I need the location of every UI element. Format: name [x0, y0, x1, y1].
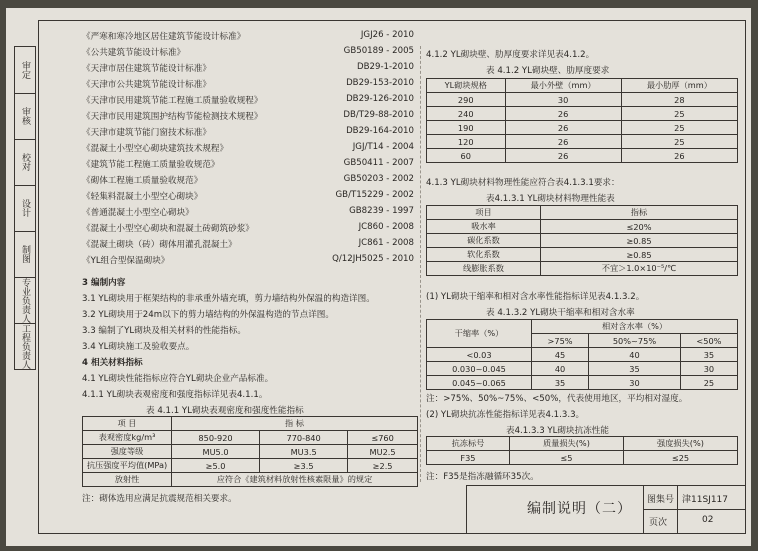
side-label: 专业负责人 — [15, 277, 35, 324]
standard-row — [82, 190, 414, 202]
standard-name: 《公共建筑节能设计标准》 — [82, 48, 186, 58]
table-cell: 35 — [589, 362, 681, 376]
side-label: 制图 — [15, 231, 35, 278]
side-label: 设计 — [15, 185, 35, 232]
standard-name: 《轻集料混凝土小型空心砌块》 — [82, 192, 203, 202]
column-divider — [420, 46, 421, 482]
table-cell: 40 — [589, 348, 681, 362]
para-413: 4.1.3 YL砌块材料物理性能应符合表4.1.3.1要求： — [426, 178, 620, 188]
table-header: 干缩率（%） — [427, 320, 532, 348]
table-cell: 30 — [505, 93, 621, 107]
table-header: 项目 — [427, 206, 541, 220]
standard-row — [82, 142, 414, 154]
table-header: 质量损失(%) — [509, 437, 623, 451]
table-cell: ≥3.5 — [260, 459, 348, 473]
standard-row — [82, 158, 414, 170]
table-4132 — [426, 319, 738, 390]
table-cell: ≤5 — [509, 451, 623, 465]
standard-row — [82, 222, 414, 234]
table-header: 50%~75% — [589, 334, 681, 348]
table-cell: 线膨胀系数 — [427, 262, 541, 276]
table-cell: ≤20% — [540, 220, 737, 234]
drawing-sheet — [6, 8, 751, 546]
page-number: 02 — [702, 515, 714, 525]
section-3-item: 3.2 YL砌块用于24m以下的剪力墙结构的外保温构造的节点详图。 — [82, 310, 334, 320]
table-cell: 0.030~0.045 — [427, 362, 532, 376]
table-header: <50% — [680, 334, 737, 348]
table-cell: 25 — [621, 107, 737, 121]
table-cell: 40 — [532, 362, 589, 376]
table-cell: ≥2.5 — [348, 459, 418, 473]
page-label: 页次 — [649, 518, 668, 528]
side-label: 审定 — [15, 47, 35, 94]
standard-name: 《普通混凝土小型空心砌块》 — [82, 208, 194, 218]
section-3-item: 3.3 编制了YL砌块及相关材料的性能指标。 — [82, 326, 246, 336]
standard-code: Q/12JH5025 - 2010 — [332, 254, 414, 264]
drawing-title: 编制说明（二） — [527, 501, 632, 517]
standard-row — [82, 30, 414, 42]
atlas-number: 津11SJ117 — [682, 495, 728, 505]
para-4133: (2) YL砌块抗冻性能指标详见表4.1.3.3。 — [426, 410, 585, 420]
section-4-para: 4.1.1 YL砌块表观密度和强度指标详见表4.1.1。 — [82, 390, 268, 400]
table-header: 相对含水率（%） — [532, 320, 738, 334]
standard-code: GB50189 - 2005 — [343, 46, 414, 56]
standard-row — [82, 110, 414, 122]
side-label: 审核 — [15, 93, 35, 140]
standard-name: 《天津市公共建筑节能设计标准》 — [82, 80, 211, 90]
standard-row — [82, 46, 414, 58]
standard-name: 《砌体工程施工质量验收规范》 — [82, 176, 203, 186]
table-cell: MU5.0 — [172, 445, 260, 459]
standard-code: JGJ/T14 - 2004 — [352, 142, 414, 152]
table-header: 抗冻标号 — [427, 437, 510, 451]
table-cell: <0.03 — [427, 348, 532, 362]
table-cell: 抗压强度平均值(MPa) — [83, 459, 172, 473]
standard-code: DB29-164-2010 — [346, 126, 414, 136]
table-cell: 290 — [427, 93, 506, 107]
standard-name: 《天津市居住建筑节能设计标准》 — [82, 64, 211, 74]
table-cell: 25 — [621, 121, 737, 135]
standard-code: JC860 - 2008 — [358, 222, 414, 232]
table-cell: 190 — [427, 121, 506, 135]
table-cell: 60 — [427, 149, 506, 163]
standard-code: JGJ26 - 2010 — [360, 30, 414, 40]
section-3-item: 3.4 YL砌块施工及验收要点。 — [82, 342, 195, 352]
table-cell: 26 — [505, 107, 621, 121]
standard-name: 《天津市民用建筑节能工程施工质量验收规程》 — [82, 96, 263, 106]
table-cell: 26 — [505, 149, 621, 163]
standard-code: DB/T29-88-2010 — [343, 110, 414, 120]
table-cell: 28 — [621, 93, 737, 107]
table-4133-note: 注：F35是指冻融循环35次。 — [426, 472, 539, 482]
table-cell: 240 — [427, 107, 506, 121]
standard-code: GB50411 - 2007 — [343, 158, 414, 168]
table-header: 项 目 — [83, 417, 172, 431]
side-label: 工程负责人 — [20, 323, 30, 369]
table-cell: 35 — [680, 348, 737, 362]
table-cell: 不宜＞1.0×10⁻⁵/℃ — [540, 262, 737, 276]
table-412 — [426, 78, 738, 163]
table-cell: 35 — [532, 376, 589, 390]
atlas-label: 图集号 — [647, 495, 675, 505]
table-cell: 850-920 — [172, 431, 260, 445]
table-cell: 0.045~0.065 — [427, 376, 532, 390]
standard-code: JC861 - 2008 — [358, 238, 414, 248]
table-cell: 吸水率 — [427, 220, 541, 234]
table-cell: ≥0.85 — [540, 234, 737, 248]
para-412: 4.1.2 YL砌块壁、肋厚度要求详见表4.1.2。 — [426, 50, 595, 60]
standard-code: GB50203 - 2002 — [343, 174, 414, 184]
table-cell: MU3.5 — [260, 445, 348, 459]
table-header: 最小外壁（mm） — [505, 79, 621, 93]
signature-column — [14, 46, 36, 370]
table-header: YL砌块规格 — [427, 79, 506, 93]
table-412-caption: 表 4.1.2 YL砌块壁、肋厚度要求 — [486, 66, 610, 76]
table-header: >75% — [532, 334, 589, 348]
table-cell: 应符合《建筑材料放射性核素限量》的规定 — [172, 473, 418, 487]
table-cell: 45 — [532, 348, 589, 362]
standard-row — [82, 62, 414, 74]
table-cell: 30 — [680, 362, 737, 376]
table-cell: ≤760 — [348, 431, 418, 445]
table-cell: 软化系数 — [427, 248, 541, 262]
side-label: 校对 — [15, 139, 35, 186]
standard-code: DB29-153-2010 — [346, 78, 414, 88]
table-cell: 26 — [505, 121, 621, 135]
table-411-note: 注：砌体选用应满足抗震规范相关要求。 — [82, 494, 237, 504]
table-cell: 30 — [589, 376, 681, 390]
table-cell: 120 — [427, 135, 506, 149]
standard-row — [82, 78, 414, 90]
section-4-para: 4.1 YL砌块性能指标应符合YL砌块企业产品标准。 — [82, 374, 274, 384]
standard-code: GB8239 - 1997 — [349, 206, 414, 216]
table-cell: 表观密度kg/m³ — [83, 431, 172, 445]
title-block — [466, 485, 745, 533]
table-cell: ≤25 — [623, 451, 737, 465]
table-cell: ≥0.85 — [540, 248, 737, 262]
table-cell: F35 — [427, 451, 510, 465]
table-411 — [82, 416, 418, 487]
table-cell: 碳化系数 — [427, 234, 541, 248]
table-cell: 强度等级 — [83, 445, 172, 459]
table-4131-caption: 表4.1.3.1 YL砌块材料物理性能表 — [486, 194, 615, 204]
standard-row — [82, 238, 414, 250]
standard-name: 《严寒和寒冷地区居住建筑节能设计标准》 — [82, 32, 246, 42]
section-3-title: 3 编制内容 — [82, 278, 126, 288]
standard-name: 《建筑节能工程施工质量验收规范》 — [82, 160, 220, 170]
standard-code: GB/T15229 - 2002 — [335, 190, 414, 200]
table-411-caption: 表 4.1.1 YL砌块表观密度和强度性能指标 — [146, 406, 304, 416]
standard-name: 《混凝土砌块（砖）砌体用灌孔混凝土》 — [82, 240, 237, 250]
table-4133 — [426, 436, 738, 465]
standard-name: 《YL组合型保温砌块》 — [82, 256, 170, 266]
standard-row — [82, 206, 414, 218]
table-cell: 25 — [621, 135, 737, 149]
table-cell: 放射性 — [83, 473, 172, 487]
table-cell: 25 — [680, 376, 737, 390]
standard-code: DB29-126-2010 — [346, 94, 414, 104]
standard-name: 《天津市民用建筑围护结构节能检测技术规程》 — [82, 112, 263, 122]
table-header: 最小肋厚（mm） — [621, 79, 737, 93]
standard-row — [82, 126, 414, 138]
standard-name: 《混凝土小型空心砌块和混凝土砖砌筑砂浆》 — [82, 224, 254, 234]
standard-row — [82, 174, 414, 186]
table-4132-caption: 表 4.1.3.2 YL砌块干缩率和相对含水率 — [486, 308, 635, 318]
standard-row — [82, 94, 414, 106]
table-4133-caption: 表4.1.3.3 YL砌块抗冻性能 — [506, 426, 609, 436]
section-3-item: 3.1 YL砌块用于框架结构的非承重外墙充填，剪力墙结构外保温的构造详图。 — [82, 294, 375, 304]
standard-row — [82, 254, 414, 266]
table-4131 — [426, 205, 738, 276]
table-cell: 26 — [505, 135, 621, 149]
table-header: 强度损失(%) — [623, 437, 737, 451]
table-4132-note: 注：>75%、50%~75%、<50%，代表使用地区，平均相对湿度。 — [426, 394, 688, 404]
table-cell: 26 — [621, 149, 737, 163]
standard-name: 《混凝土小型空心砌块建筑技术规程》 — [82, 144, 229, 154]
table-cell: 770-840 — [260, 431, 348, 445]
table-header: 指 标 — [172, 417, 418, 431]
table-cell: MU2.5 — [348, 445, 418, 459]
standard-name: 《天津市建筑节能门窗技术标准》 — [82, 128, 211, 138]
table-header: 指标 — [540, 206, 737, 220]
section-4-title: 4 相关材料指标 — [82, 358, 143, 368]
para-4132: (1) YL砌块干缩率和相对含水率性能指标详见表4.1.3.2。 — [426, 292, 645, 302]
standard-code: DB29-1-2010 — [357, 62, 414, 72]
table-cell: ≥5.0 — [172, 459, 260, 473]
